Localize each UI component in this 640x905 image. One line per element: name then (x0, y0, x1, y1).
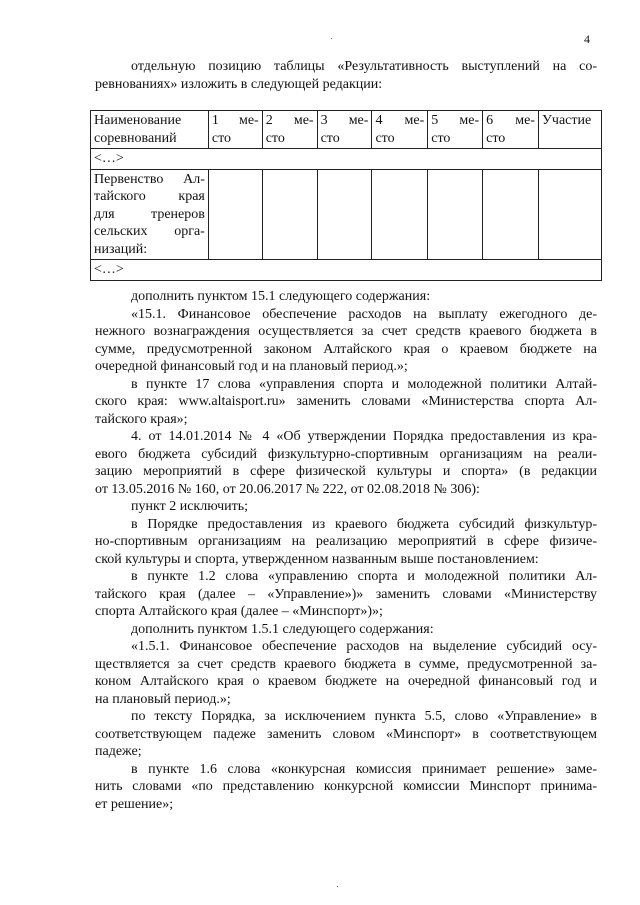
text-line: ществляется за счет средств краевого бюджета в сумме, предусмотренной за- (95, 656, 597, 672)
header-place-5: 5 ме- сто (428, 111, 483, 149)
empty-cell (372, 169, 428, 260)
text-line: тайского края»; (95, 411, 188, 427)
text-line: ревнованиях» изложить в следующей редакции: (95, 76, 383, 92)
text-line: падеже; (95, 744, 142, 759)
text-line: дополнить пунктом 15.1 следующего содержания: (131, 289, 431, 304)
empty-cell (317, 169, 372, 260)
body-text (95, 288, 597, 813)
header-place-1: 1 ме- сто (208, 111, 262, 149)
text-line: отдельную позицию таблицы «Результативность выступлений на со- (131, 59, 597, 74)
table-row-ellipsis (91, 260, 602, 281)
text-line: ского края: www.altaisport.ru» заменить словами «Министерства спорта Ал- (95, 394, 597, 409)
ellipsis-cell: <…> (91, 149, 602, 170)
empty-cell (428, 169, 483, 260)
text-line: сумме, предусмотренной законом Алтайского края о краевом бюджете на (95, 341, 597, 357)
text-line: на плановый период.»; (95, 691, 231, 707)
text-line: коном Алтайского края о краевом бюджете на очередной финансовый год и (95, 674, 597, 689)
text-line: ской культуры и спорта, утвержденном названным выше постановлением: (95, 551, 539, 567)
header-place-4: 4 ме- сто (372, 111, 428, 149)
empty-cell (208, 169, 262, 260)
text-line: в пункте 1.6 слова «конкурсная комиссия принимает решение» заме- (131, 761, 597, 777)
event-name-cell: Первенство Ал- тайского края для тренеров сельских орга- низаций: (91, 169, 209, 260)
text-line: евого бюджета субсидий физкультурно-спортивным организациям на реали- (95, 446, 597, 462)
text-line: нежного вознаграждения осуществляется за счет средств краевого бюджета в (95, 324, 597, 339)
text-line: спорта Алтайского края (далее – «Минспорт»)»; (95, 604, 383, 619)
table-header-row (91, 111, 602, 149)
scan-speck (331, 38, 332, 39)
text-line: от 13.05.2016 № 160, от 20.06.2017 № 222, от 02.08.2018 № 306): (95, 481, 480, 497)
header-place-6: 6 ме- сто (483, 111, 539, 149)
table-row-event (91, 169, 602, 260)
ellipsis-cell: <…> (91, 260, 602, 281)
text-line: но-спортивным организациям на реализацию мероприятий в сфере физиче- (95, 534, 597, 549)
empty-cell (538, 169, 601, 260)
scan-speck (337, 886, 338, 887)
text-line: соответствующем падеже заменить словом «Минспорт» в соответствующем (95, 726, 597, 742)
text-line: в пункте 17 слова «управления спорта и молодежной политики Алтай- (131, 376, 597, 392)
empty-cell (262, 169, 317, 260)
text-line: ет решение»; (95, 796, 174, 812)
results-table (90, 110, 602, 281)
text-line: по тексту Порядка, за исключением пункта 5.5, слово «Управление» в (131, 709, 597, 724)
text-line: нить словами «по представлению конкурсной комиссии Минспорт принима- (95, 779, 597, 794)
header-participation: Участие (538, 111, 601, 149)
intro-paragraph (95, 58, 597, 93)
text-line: пункт 2 исключить; (131, 499, 249, 514)
text-line: в пункте 1.2 слова «управлению спорта и молодежной политики Ал- (131, 569, 597, 584)
text-line: зацию мероприятий в сфере физической культуры и спорта» (в редакции (95, 464, 597, 479)
text-line: очередной финансовый год и на плановый период.»; (95, 359, 408, 374)
page-number: 4 (584, 32, 590, 46)
empty-cell (483, 169, 539, 260)
text-line: «15.1. Финансовое обеспечение расходов на выплату ежегодного де- (131, 306, 597, 322)
header-place-3: 3 ме- сто (317, 111, 372, 149)
header-place-2: 2 ме- сто (262, 111, 317, 149)
header-event-name: Наименование соревнований (91, 111, 209, 149)
table-row-ellipsis (91, 149, 602, 170)
text-line: в Порядке предоставления из краевого бюджета субсидий физкультур- (131, 516, 597, 532)
text-line: «1.5.1. Финансовое обеспечение расходов на выделение субсидий осу- (131, 639, 597, 654)
text-line: дополнить пунктом 1.5.1 следующего содержания: (131, 621, 434, 637)
text-line: 4. от 14.01.2014 № 4 «Об утверждении Порядка предоставления из кра- (131, 429, 597, 444)
text-line: тайского края (далее – «Управление»)» заменить словами «Министерству (95, 586, 597, 602)
